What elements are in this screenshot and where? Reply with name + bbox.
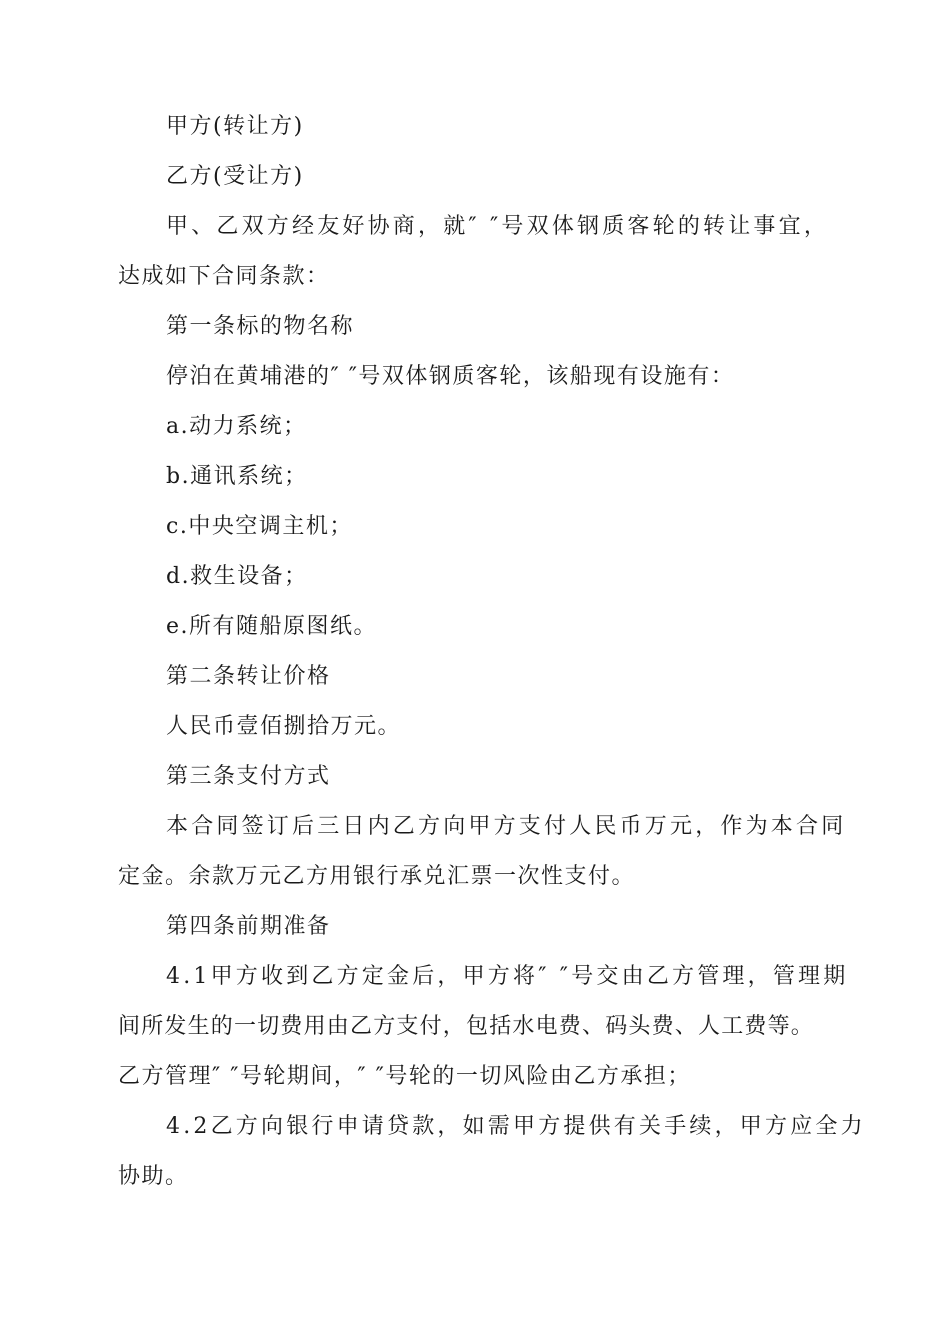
facility-item-c: c.中央空调主机； bbox=[166, 514, 353, 539]
preamble-line-1: 甲、乙双方经友好协商，就″ ″号双体钢质客轮的转让事宜， bbox=[166, 214, 830, 239]
article-2-heading: 第二条转让价格 bbox=[166, 664, 331, 689]
article-3-body-1: 本合同签订后三日内乙方向甲方支付人民币万元，作为本合同 bbox=[166, 814, 847, 839]
facility-item-e: e.所有随船原图纸。 bbox=[166, 614, 378, 639]
article-3-body-2: 定金。余款万元乙方用银行承兑汇票一次性支付。 bbox=[118, 864, 636, 889]
article-4-heading: 第四条前期准备 bbox=[166, 914, 331, 939]
party-b-line: 乙方(受让方) bbox=[166, 164, 304, 189]
facility-item-a: a.动力系统； bbox=[166, 414, 307, 439]
article-1-heading: 第一条标的物名称 bbox=[166, 314, 355, 339]
clause-4-2-line-1: 4.2乙方向银行申请贷款，如需甲方提供有关手续，甲方应全力 bbox=[166, 1114, 866, 1139]
facility-item-b: b.通讯系统； bbox=[166, 464, 308, 489]
preamble-line-2: 达成如下合同条款： bbox=[118, 264, 330, 289]
article-2-body: 人民币壹佰捌拾万元。 bbox=[166, 714, 402, 739]
clause-4-1-line-3: 乙方管理″ ″号轮期间，″ ″号轮的一切风险由乙方承担； bbox=[118, 1064, 691, 1089]
party-a-line: 甲方(转让方) bbox=[166, 114, 304, 139]
clause-4-1-line-1: 4.1甲方收到乙方定金后，甲方将″ ″号交由乙方管理，管理期 bbox=[166, 964, 849, 989]
facility-item-d: d.救生设备； bbox=[166, 564, 308, 589]
article-1-body: 停泊在黄埔港的″ ″号双体钢质客轮，该船现有设施有： bbox=[166, 364, 735, 389]
clause-4-1-line-2: 间所发生的一切费用由乙方支付，包括水电费、码头费、人工费等。 bbox=[118, 1014, 815, 1039]
clause-4-2-line-2: 协助。 bbox=[118, 1164, 189, 1189]
article-3-heading: 第三条支付方式 bbox=[166, 764, 331, 789]
